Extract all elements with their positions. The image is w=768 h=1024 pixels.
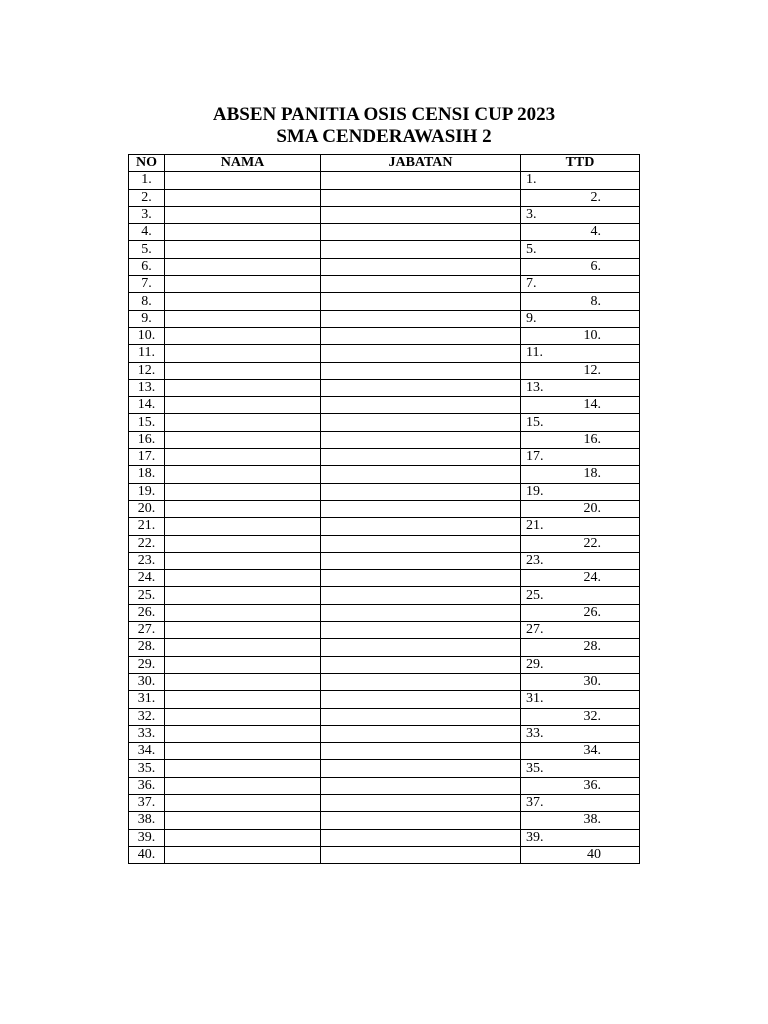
table-row [129,241,640,258]
cell-jabatan[interactable] [321,673,521,690]
cell-no: 34. [129,743,165,760]
table-row [129,743,640,760]
cell-ttd[interactable]: 37. [521,794,640,811]
cell-nama[interactable] [165,397,321,414]
cell-no: 38. [129,812,165,829]
cell-nama[interactable] [165,466,321,483]
cell-no: 24. [129,570,165,587]
cell-ttd[interactable]: 22. [521,535,640,552]
cell-nama[interactable] [165,379,321,396]
cell-jabatan[interactable] [321,310,521,327]
cell-nama[interactable] [165,673,321,690]
cell-ttd[interactable]: 36. [521,777,640,794]
cell-jabatan[interactable] [321,743,521,760]
cell-nama[interactable] [165,327,321,344]
table-row [129,397,640,414]
cell-ttd[interactable]: 16. [521,431,640,448]
cell-nama[interactable] [165,206,321,223]
cell-nama[interactable] [165,846,321,863]
cell-ttd[interactable]: 3. [521,206,640,223]
cell-jabatan[interactable] [321,258,521,275]
cell-nama[interactable] [165,760,321,777]
cell-no: 32. [129,708,165,725]
cell-no: 3. [129,206,165,223]
table-row [129,189,640,206]
cell-jabatan[interactable] [321,345,521,362]
table-row [129,535,640,552]
cell-ttd[interactable]: 39. [521,829,640,846]
cell-no: 8. [129,293,165,310]
table-row [129,673,640,690]
cell-ttd[interactable]: 8. [521,293,640,310]
cell-nama[interactable] [165,622,321,639]
cell-no: 19. [129,483,165,500]
cell-no: 11. [129,345,165,362]
cell-jabatan[interactable] [321,794,521,811]
cell-nama[interactable] [165,449,321,466]
cell-nama[interactable] [165,310,321,327]
cell-no: 36. [129,777,165,794]
table-row [129,345,640,362]
cell-nama[interactable] [165,552,321,569]
cell-ttd[interactable]: 7. [521,276,640,293]
cell-jabatan[interactable] [321,604,521,621]
cell-nama[interactable] [165,414,321,431]
cell-jabatan[interactable] [321,760,521,777]
cell-ttd[interactable]: 40 [521,846,640,863]
cell-no: 7. [129,276,165,293]
table-row [129,327,640,344]
table-row [129,552,640,569]
header-nama: NAMA [165,155,321,172]
cell-no: 15. [129,414,165,431]
cell-ttd[interactable]: 21. [521,518,640,535]
cell-no: 20. [129,500,165,517]
cell-no: 16. [129,431,165,448]
cell-ttd[interactable]: 29. [521,656,640,673]
cell-no: 40. [129,846,165,863]
table-row [129,656,640,673]
cell-no: 21. [129,518,165,535]
cell-no: 37. [129,794,165,811]
cell-jabatan[interactable] [321,570,521,587]
cell-jabatan[interactable] [321,725,521,742]
table-row [129,276,640,293]
cell-ttd[interactable]: 12. [521,362,640,379]
cell-jabatan[interactable] [321,293,521,310]
cell-nama[interactable] [165,189,321,206]
cell-jabatan[interactable] [321,379,521,396]
cell-ttd[interactable]: 10. [521,327,640,344]
cell-jabatan[interactable] [321,397,521,414]
cell-jabatan[interactable] [321,656,521,673]
cell-jabatan[interactable] [321,587,521,604]
table-row [129,362,640,379]
cell-no: 39. [129,829,165,846]
cell-nama[interactable] [165,656,321,673]
cell-jabatan[interactable] [321,622,521,639]
cell-no: 22. [129,535,165,552]
table-row [129,500,640,517]
title-line-1: ABSEN PANITIA OSIS CENSI CUP 2023 [212,104,556,125]
cell-ttd[interactable]: 33. [521,725,640,742]
cell-jabatan[interactable] [321,518,521,535]
cell-nama[interactable] [165,725,321,742]
cell-no: 29. [129,656,165,673]
cell-jabatan[interactable] [321,812,521,829]
cell-nama[interactable] [165,794,321,811]
table-row [129,691,640,708]
cell-nama[interactable] [165,777,321,794]
cell-ttd[interactable]: 30. [521,673,640,690]
cell-ttd[interactable]: 24. [521,570,640,587]
cell-ttd[interactable]: 2. [521,189,640,206]
table-row [129,483,640,500]
cell-ttd[interactable]: 34. [521,743,640,760]
table-row [129,760,640,777]
cell-jabatan[interactable] [321,206,521,223]
cell-jabatan[interactable] [321,189,521,206]
cell-nama[interactable] [165,743,321,760]
cell-jabatan[interactable] [321,777,521,794]
header-ttd: TTD [521,155,640,172]
cell-jabatan[interactable] [321,691,521,708]
header-no: NO [129,155,165,172]
cell-nama[interactable] [165,812,321,829]
cell-nama[interactable] [165,172,321,189]
cell-nama[interactable] [165,362,321,379]
cell-ttd[interactable]: 6. [521,258,640,275]
cell-jabatan[interactable] [321,172,521,189]
cell-ttd[interactable]: 23. [521,552,640,569]
attendance-table [128,154,640,864]
table-header-row [129,155,640,172]
cell-nama[interactable] [165,483,321,500]
cell-no: 12. [129,362,165,379]
cell-no: 25. [129,587,165,604]
table-row [129,431,640,448]
cell-nama[interactable] [165,570,321,587]
table-row [129,725,640,742]
cell-no: 2. [129,189,165,206]
cell-no: 10. [129,327,165,344]
cell-no: 13. [129,379,165,396]
cell-jabatan[interactable] [321,449,521,466]
cell-jabatan[interactable] [321,327,521,344]
cell-ttd[interactable]: 4. [521,224,640,241]
cell-nama[interactable] [165,639,321,656]
cell-ttd[interactable]: 31. [521,691,640,708]
cell-jabatan[interactable] [321,241,521,258]
cell-nama[interactable] [165,258,321,275]
cell-jabatan[interactable] [321,276,521,293]
cell-no: 6. [129,258,165,275]
cell-nama[interactable] [165,345,321,362]
cell-no: 33. [129,725,165,742]
cell-jabatan[interactable] [321,500,521,517]
cell-jabatan[interactable] [321,708,521,725]
table-row [129,622,640,639]
cell-ttd[interactable]: 5. [521,241,640,258]
cell-nama[interactable] [165,224,321,241]
cell-ttd[interactable]: 11. [521,345,640,362]
table-row [129,224,640,241]
cell-nama[interactable] [165,293,321,310]
cell-nama[interactable] [165,691,321,708]
table-row [129,379,640,396]
table-row [129,794,640,811]
cell-nama[interactable] [165,500,321,517]
table-body [129,172,640,864]
cell-ttd[interactable]: 38. [521,812,640,829]
table-row [129,777,640,794]
header-jabatan: JABATAN [321,155,521,172]
cell-nama[interactable] [165,431,321,448]
cell-jabatan[interactable] [321,224,521,241]
document-title [0,104,768,148]
table-row [129,293,640,310]
table-row [129,846,640,863]
cell-ttd[interactable]: 17. [521,449,640,466]
cell-nama[interactable] [165,604,321,621]
cell-no: 26. [129,604,165,621]
cell-no: 17. [129,449,165,466]
cell-nama[interactable] [165,518,321,535]
cell-ttd[interactable]: 9. [521,310,640,327]
cell-jabatan[interactable] [321,466,521,483]
table-row [129,172,640,189]
table-row [129,449,640,466]
cell-no: 31. [129,691,165,708]
table-row [129,570,640,587]
cell-nama[interactable] [165,708,321,725]
cell-jabatan[interactable] [321,552,521,569]
cell-no: 28. [129,639,165,656]
cell-no: 14. [129,397,165,414]
cell-jabatan[interactable] [321,829,521,846]
cell-ttd[interactable]: 26. [521,604,640,621]
cell-nama[interactable] [165,829,321,846]
cell-ttd[interactable]: 35. [521,760,640,777]
cell-ttd[interactable]: 27. [521,622,640,639]
table-row [129,708,640,725]
cell-ttd[interactable]: 19. [521,483,640,500]
cell-no: 23. [129,552,165,569]
cell-ttd[interactable]: 25. [521,587,640,604]
cell-jabatan[interactable] [321,362,521,379]
cell-ttd[interactable]: 1. [521,172,640,189]
table-row [129,587,640,604]
cell-jabatan[interactable] [321,846,521,863]
cell-ttd[interactable]: 32. [521,708,640,725]
cell-jabatan[interactable] [321,535,521,552]
cell-nama[interactable] [165,587,321,604]
table-row [129,466,640,483]
cell-no: 9. [129,310,165,327]
cell-nama[interactable] [165,276,321,293]
cell-ttd[interactable]: 14. [521,397,640,414]
cell-nama[interactable] [165,535,321,552]
table-row [129,414,640,431]
cell-no: 30. [129,673,165,690]
cell-ttd[interactable]: 28. [521,639,640,656]
cell-ttd[interactable]: 18. [521,466,640,483]
cell-ttd[interactable]: 20. [521,500,640,517]
cell-ttd[interactable]: 13. [521,379,640,396]
table-row [129,639,640,656]
title-line-2: SMA CENDERAWASIH 2 [276,126,492,147]
cell-jabatan[interactable] [321,639,521,656]
table-row [129,310,640,327]
cell-no: 5. [129,241,165,258]
cell-nama[interactable] [165,241,321,258]
table-row [129,812,640,829]
table-row [129,829,640,846]
cell-no: 18. [129,466,165,483]
table-row [129,206,640,223]
cell-jabatan[interactable] [321,414,521,431]
table-row [129,258,640,275]
cell-jabatan[interactable] [321,431,521,448]
table-row [129,518,640,535]
cell-no: 1. [129,172,165,189]
cell-no: 4. [129,224,165,241]
cell-ttd[interactable]: 15. [521,414,640,431]
cell-no: 27. [129,622,165,639]
table-row [129,604,640,621]
cell-no: 35. [129,760,165,777]
cell-jabatan[interactable] [321,483,521,500]
